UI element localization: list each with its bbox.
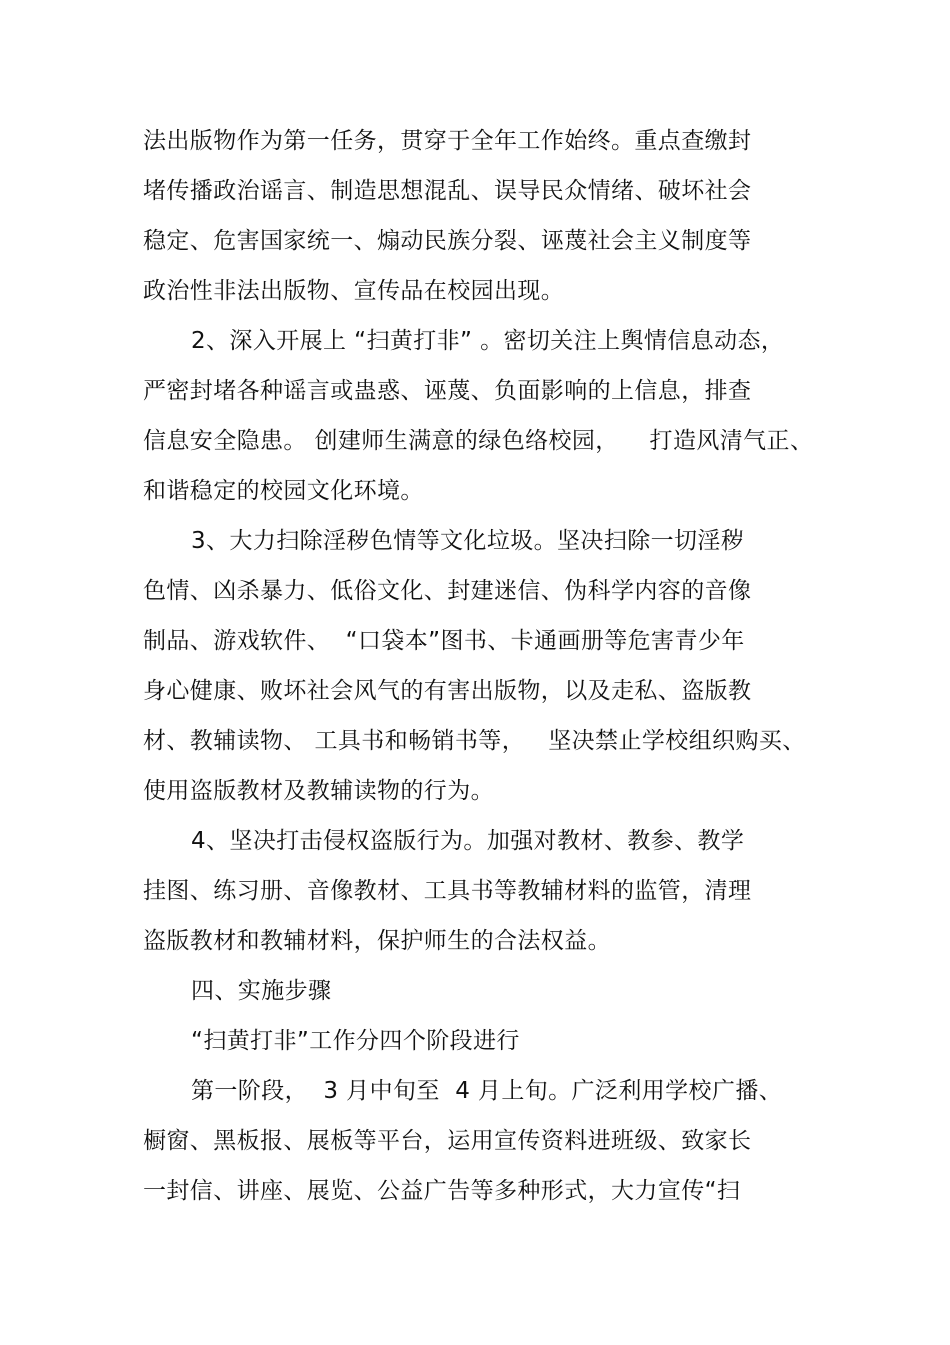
text-line-22: 一封信、讲座、展览、公益广告等多种形式，大力宣传“扫 xyxy=(143,1178,741,1204)
text-line-6: 严密封堵各种谣言或蛊惑、诬蔑、负面影响的上信息，排查 xyxy=(143,378,752,404)
text-line-9: 3、大力扫除淫秽色情等文化垃圾。坚决扫除一切淫秽 xyxy=(191,528,745,554)
text-line-14: 使用盗版教材及教辅读物的行为。 xyxy=(143,778,494,804)
text-line-5: 2、深入开展上 “扫黄打非” 。密切关注上舆情信息动态， xyxy=(191,328,785,354)
text-line-21: 橱窗、黑板报、展板等平台，运用宣传资料进班级、致家长 xyxy=(143,1128,752,1154)
text-line-19: “扫黄打非”工作分四个阶段进行 xyxy=(191,1028,520,1054)
section-heading: 四、实施步骤 xyxy=(191,978,332,1004)
text-line-15: 4、坚决打击侵权盗版行为。加强对教材、教参、教学 xyxy=(191,828,745,854)
text-line-16: 挂图、练习册、音像教材、工具书等教辅材料的监管，清理 xyxy=(143,878,752,904)
text-line-10: 色情、凶杀暴力、低俗文化、封建迷信、伪科学内容的音像 xyxy=(143,578,752,604)
text-line-20: 第一阶段， 3 月中旬至 4 月上旬。广泛利用学校广播、 xyxy=(191,1078,783,1104)
text-line-2: 堵传播政治谣言、制造思想混乱、误导民众情绪、破坏社会 xyxy=(143,178,752,204)
text-line-4: 政治性非法出版物、宣传品在校园出现。 xyxy=(143,278,565,304)
text-line-13: 材、教辅读物、 工具书和畅销书等， 坚决禁止学校组织购买、 xyxy=(143,728,806,754)
text-line-7: 信息安全隐患。 创建师生满意的绿色络校园， 打造风清气正、 xyxy=(143,428,814,454)
text-line-8: 和谐稳定的校园文化环境。 xyxy=(143,478,424,504)
text-line-1: 法出版物作为第一任务，贯穿于全年工作始终。重点查缴封 xyxy=(143,128,752,154)
text-line-3: 稳定、危害国家统一、煽动民族分裂、诬蔑社会主义制度等 xyxy=(143,228,752,254)
text-line-17: 盗版教材和教辅材料，保护师生的合法权益。 xyxy=(143,928,611,954)
text-line-12: 身心健康、败坏社会风气的有害出版物，以及走私、盗版教 xyxy=(143,678,752,704)
text-line-11: 制品、游戏软件、 “口袋本”图书、卡通画册等危害青少年 xyxy=(143,628,745,654)
